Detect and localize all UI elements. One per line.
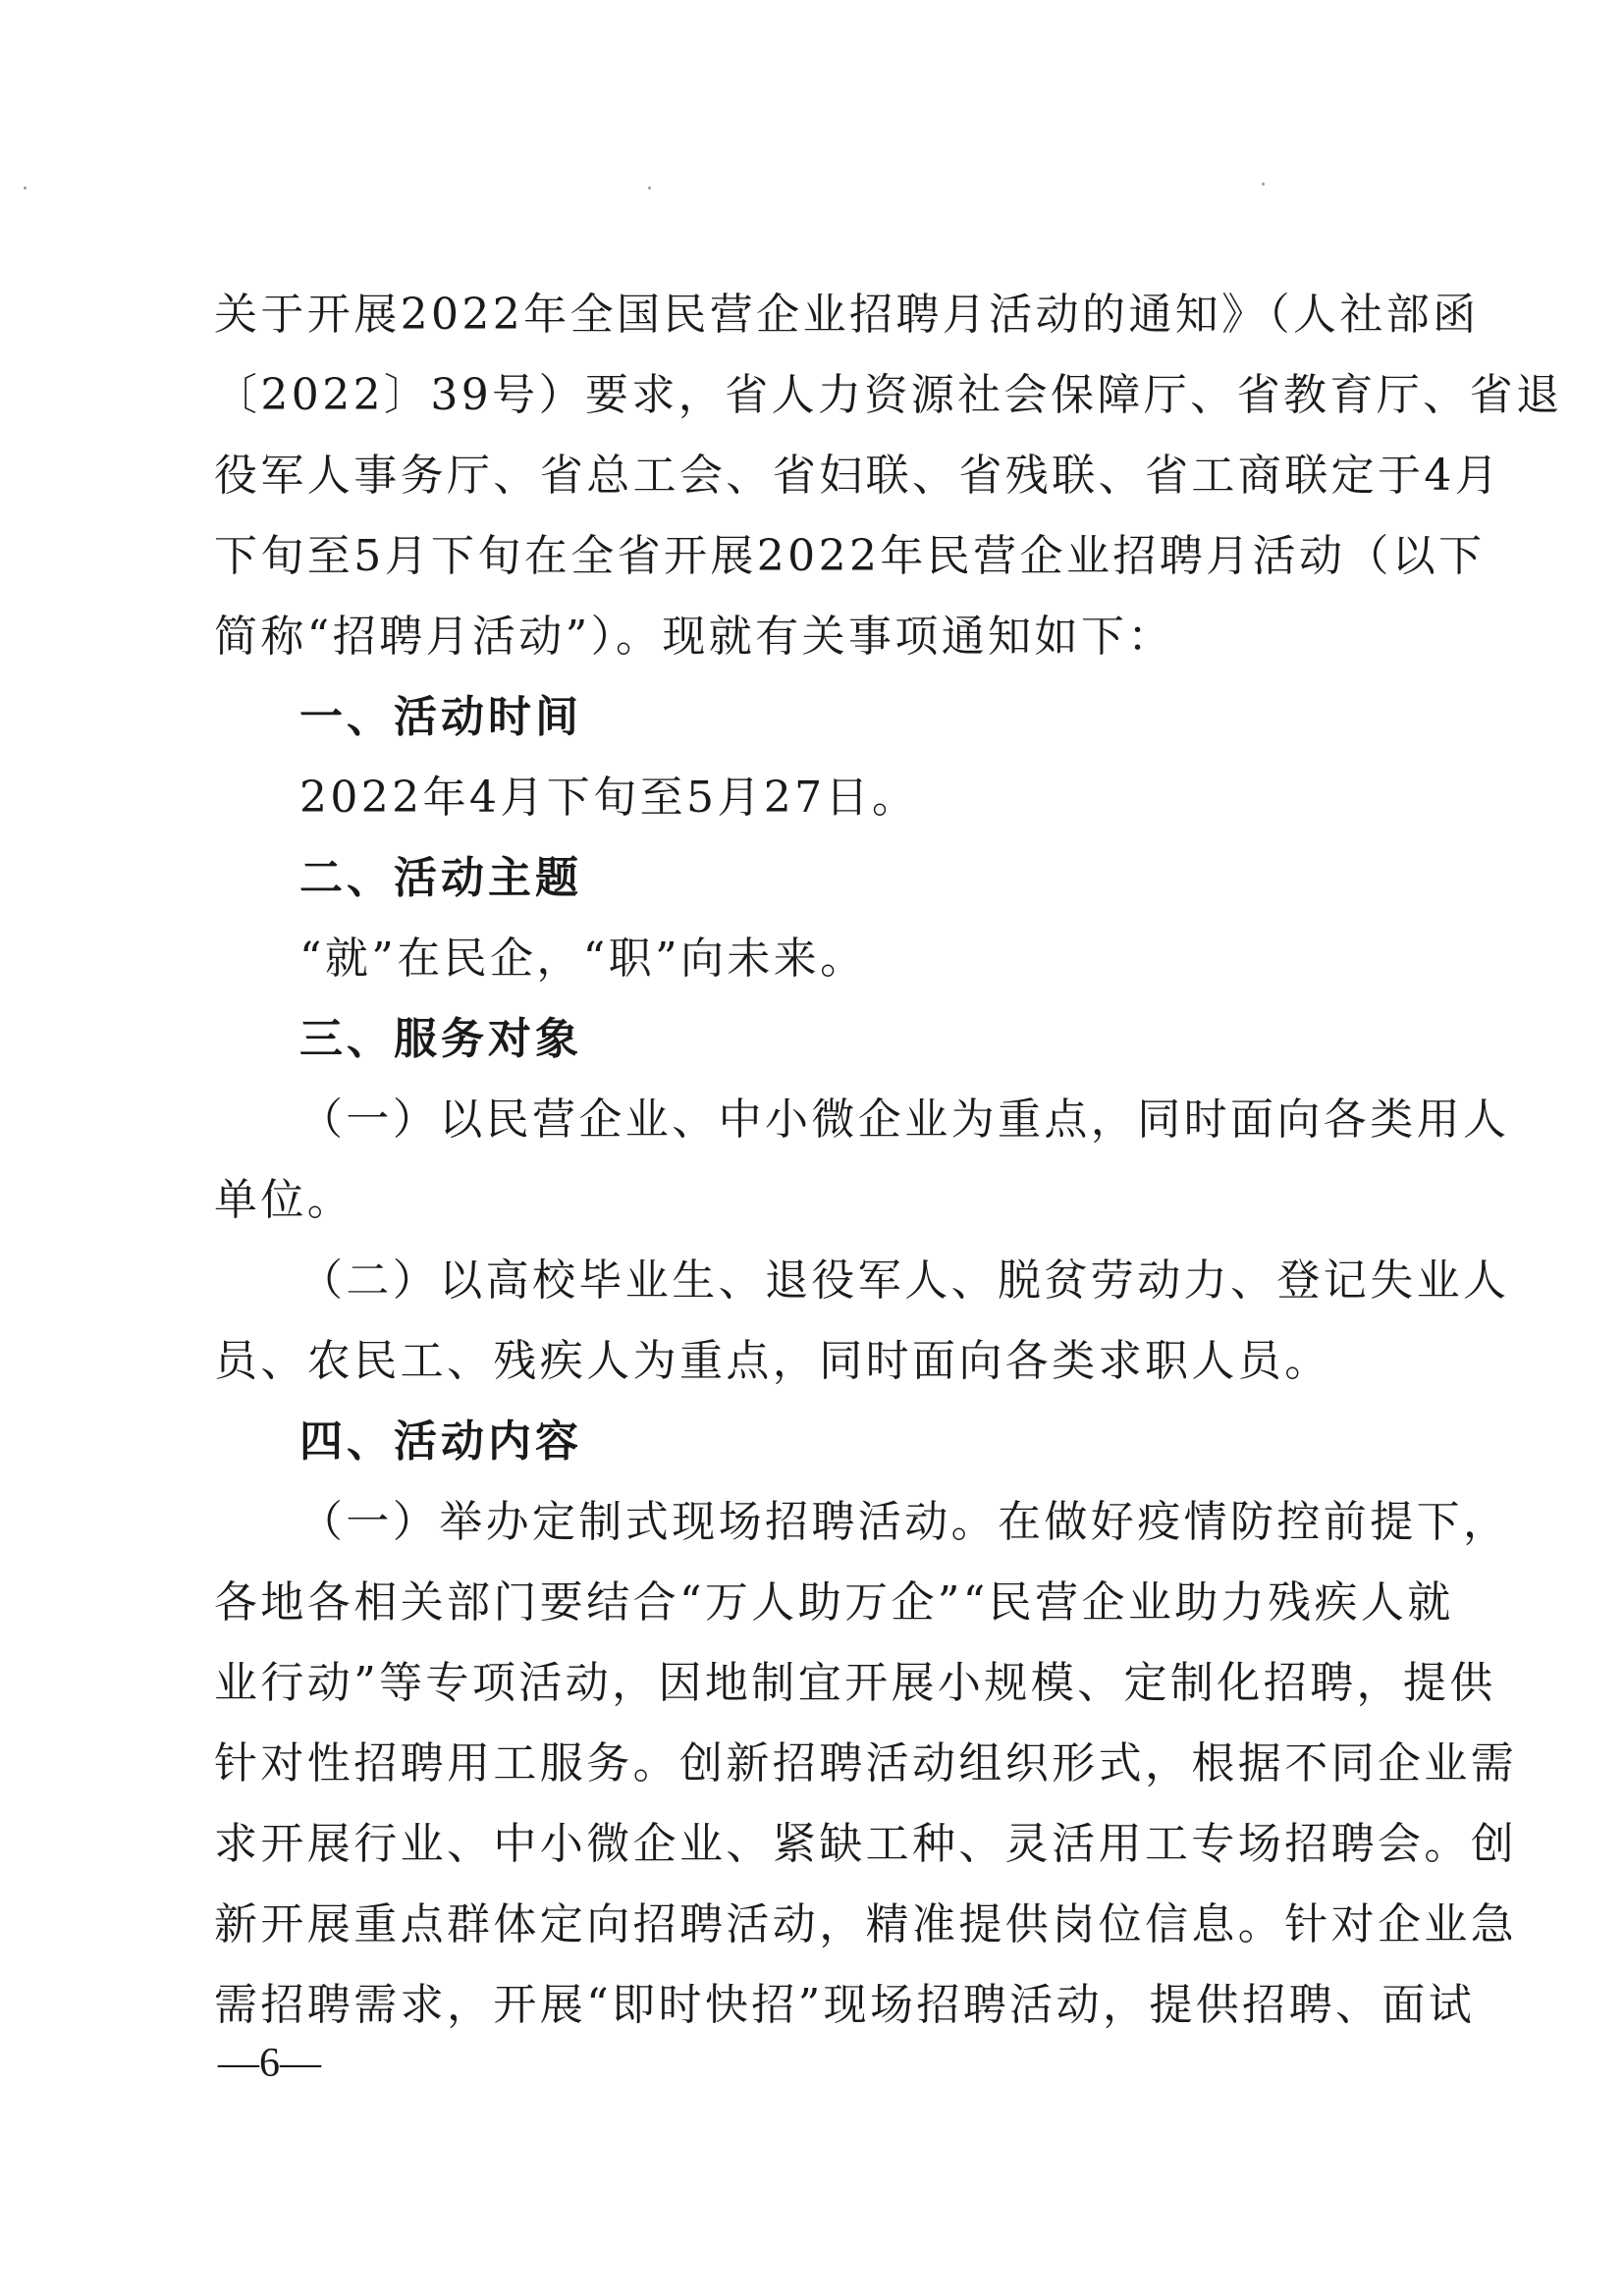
body-line: 简称“招聘月活动”）。现就有关事项通知如下： (214, 612, 1174, 662)
body-line: 新开展重点群体定向招聘活动，精准提供岗位信息。针对企业急 (214, 1899, 1518, 1949)
body-line: 〔2022〕39号）要求，省人力资源社会保障厅、省教育厅、省退 (214, 370, 1563, 420)
body-line: 下旬至5月下旬在全省开展2022年民营企业招聘月活动（以下 (214, 531, 1486, 581)
body-line: 各地各相关部门要结合“万人助万企”“民营企业助力残疾人就 (214, 1577, 1454, 1628)
body-line: （一）举办定制式现场招聘活动。在做好疫情防控前提下， (299, 1497, 1510, 1547)
body-line: （二）以高校毕业生、退役军人、脱贫劳动力、登记失业人 (299, 1255, 1510, 1306)
section-heading: 二、活动主题 (299, 853, 582, 903)
page-number: —6— (218, 2041, 321, 2086)
section-heading: 三、服务对象 (299, 1014, 582, 1064)
body-line: 业行动”等专项活动，因地制宜开展小规模、定制化招聘，提供 (214, 1658, 1496, 1708)
scan-speck (24, 187, 27, 189)
body-line: 役军人事务厅、省总工会、省妇联、省残联、省工商联定于4月 (214, 451, 1502, 501)
body-line: （一）以民营企业、中小微企业为重点，同时面向各类用人 (299, 1095, 1510, 1145)
body-line: 求开展行业、中小微企业、紧缺工种、灵活用工专场招聘会。创 (214, 1819, 1518, 1869)
body-line: 针对性招聘用工服务。创新招聘活动组织形式，根据不同企业需 (214, 1738, 1518, 1789)
body-line: 需招聘需求，开展“即时快招”现场招聘活动，提供招聘、面试 (214, 1980, 1476, 2030)
scan-speck (1262, 183, 1265, 186)
body-line: “就”在民企，“职”向未来。 (299, 934, 867, 984)
section-heading: 四、活动内容 (299, 1416, 582, 1467)
body-line: 2022年4月下旬至5月27日。 (299, 773, 919, 823)
body-line: 员、农民工、残疾人为重点，同时面向各类求职人员。 (214, 1336, 1331, 1386)
section-heading: 一、活动时间 (299, 692, 582, 742)
body-line: 关于开展2022年全国民营企业招聘月活动的通知》（人社部函 (214, 290, 1480, 340)
body-line: 单位。 (214, 1175, 354, 1225)
scan-speck (648, 187, 651, 189)
